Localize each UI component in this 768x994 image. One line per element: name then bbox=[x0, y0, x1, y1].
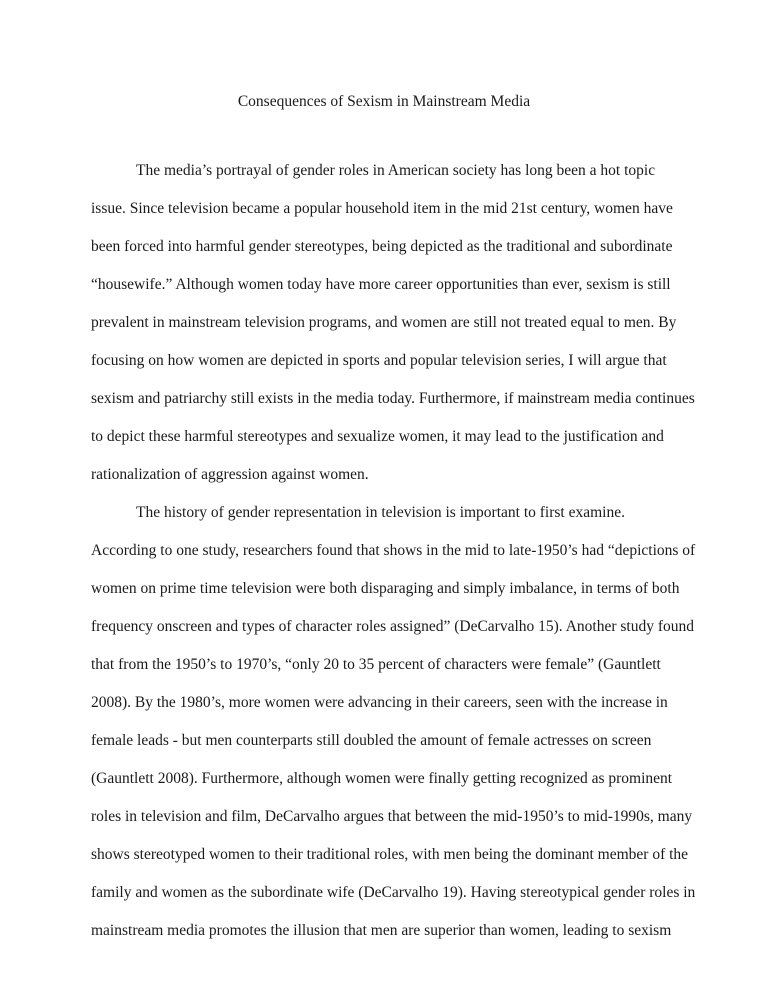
body-line: issue. Since television became a popular household item in the mid 21st century, women have bbox=[91, 200, 673, 217]
body-line: to depict these harmful stereotypes and sexualize women, it may lead to the justification and bbox=[91, 428, 664, 445]
body-line: female leads - but men counterparts still doubled the amount of female actresses on screen bbox=[91, 732, 652, 749]
body-line: mainstream media promotes the illusion that men are superior than women, leading to sexism bbox=[91, 922, 672, 939]
body-line: The media’s portrayal of gender roles in American society has long been a hot topic bbox=[136, 162, 656, 179]
body-line: According to one study, researchers found that shows in the mid to late-1950’s had “depictions of bbox=[91, 542, 696, 559]
body-line: focusing on how women are depicted in sports and popular television series, I will argue that bbox=[91, 352, 667, 369]
body-line: The history of gender representation in television is important to first examine. bbox=[136, 504, 625, 521]
body-line: “housewife.” Although women today have more career opportunities than ever, sexism is still bbox=[91, 276, 671, 293]
body-line: women on prime time television were both disparaging and simply imbalance, in terms of both bbox=[91, 580, 680, 597]
body-line: roles in television and film, DeCarvalho argues that between the mid-1950’s to mid-1990s, many bbox=[91, 808, 693, 825]
body-line: prevalent in mainstream television programs, and women are still not treated equal to men. By bbox=[91, 314, 677, 331]
body-line: been forced into harmful gender stereotypes, being depicted as the traditional and subordinate bbox=[91, 238, 673, 255]
body-line: sexism and patriarchy still exists in the media today. Furthermore, if mainstream media continues bbox=[91, 390, 695, 407]
body-line: family and women as the subordinate wife (DeCarvalho 19). Having stereotypical gender roles in bbox=[91, 884, 696, 901]
body-line: frequency onscreen and types of character roles assigned” (DeCarvalho 15). Another study found bbox=[91, 618, 694, 635]
body-line: that from the 1950’s to 1970’s, “only 20 to 35 percent of characters were female” (Gauntlett bbox=[91, 656, 661, 673]
document-title: Consequences of Sexism in Mainstream Media bbox=[237, 93, 531, 110]
body-line: (Gauntlett 2008). Furthermore, although women were finally getting recognized as prominent bbox=[91, 770, 673, 787]
body-line: shows stereotyped women to their traditional roles, with men being the dominant member of the bbox=[91, 846, 689, 863]
body-line: 2008). By the 1980’s, more women were advancing in their careers, seen with the increase in bbox=[91, 694, 668, 711]
body-line: rationalization of aggression against women. bbox=[91, 466, 369, 483]
